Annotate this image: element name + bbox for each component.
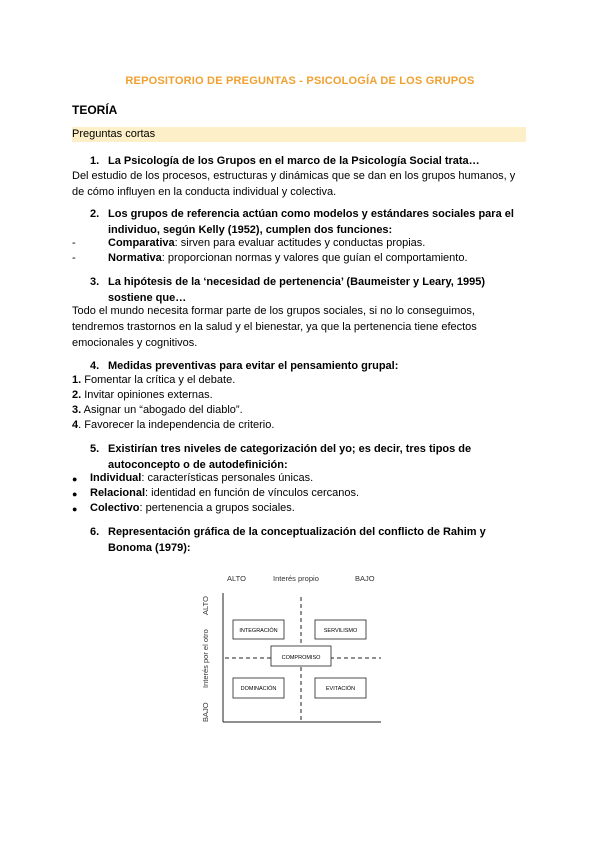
item-text: Fomentar la crítica y el debate. (81, 374, 236, 386)
bullet-icon: ● (72, 504, 78, 514)
item-term: Normativa (108, 252, 162, 264)
item-marker: 2. (72, 389, 82, 401)
item-text: Asignar un “abogado del diablo”. (81, 404, 243, 416)
answer-1: Del estudio de los procesos, estructuras y dinámicas que se dan en los grupos humanos, y de cómo influyen en la conducta individual y colectiva. (72, 170, 516, 198)
label-integracion: INTEGRACIÓN (239, 628, 278, 634)
subsection-highlight: Preguntas cortas (72, 127, 526, 142)
question-text: Representación gráfica de la conceptualización del conflicto de Rahim y Bonoma (1979): (108, 526, 486, 554)
label-dominacion: DOMINACIÓN (240, 686, 277, 692)
top-axis-bajo: BAJO (355, 574, 375, 583)
item-text: Invitar opiniones externas. (81, 389, 213, 401)
item-marker: 3. (72, 404, 82, 416)
item-term: Relacional (90, 487, 146, 499)
label-servilismo: SERVILISMO (323, 628, 358, 634)
section-heading: TEORÍA (72, 103, 118, 117)
item-term: Comparativa (108, 237, 175, 249)
question-number: 5. (90, 443, 100, 455)
question-number: 3. (90, 276, 100, 288)
item-text: . Favorecer la independencia de criterio. (78, 419, 275, 431)
item-desc: : identidad en función de vínculos cercanos. (145, 487, 360, 499)
label-evitacion: EVITACIÓN (325, 686, 356, 692)
item-desc: : características personales únicas. (141, 472, 314, 484)
question-text: Medidas preventivas para evitar el pensamiento grupal: (108, 360, 399, 372)
top-axis-alto: ALTO (227, 574, 246, 583)
top-axis-label: Interés propio (273, 574, 319, 583)
left-axis-alto: ALTO (201, 596, 210, 615)
question-number: 6. (90, 526, 100, 538)
question-text: La hipótesis de la ‘necesidad de pertenencia’ (Baumeister y Leary, 1995) sostiene que… (108, 276, 486, 304)
item-desc: : sirven para evaluar actitudes y conductas propias. (174, 237, 426, 249)
item-desc: : proporcionan normas y valores que guían el comportamiento. (161, 252, 468, 264)
item-marker: 4 (72, 419, 79, 431)
bullet-icon: ● (72, 474, 78, 484)
question-text: Los grupos de referencia actúan como modelos y estándares sociales para el individuo, según Kelly (1952), cumplen dos funciones: (108, 208, 514, 236)
question-text: La Psicología de los Grupos en el marco de la Psicología Social trata… (108, 155, 480, 167)
item-term: Individual (90, 472, 142, 484)
item-term: Colectivo (90, 502, 140, 514)
question-number: 4. (90, 360, 100, 372)
bullet-icon: ● (72, 489, 78, 499)
item-desc: : pertenencia a grupos sociales. (139, 502, 295, 514)
list-marker: - (72, 252, 76, 264)
question-number: 1. (90, 155, 100, 167)
list-marker: - (72, 237, 76, 249)
document-title: REPOSITORIO DE PREGUNTAS - PSICOLOGÍA DE LOS GRUPOS (125, 75, 475, 87)
item-marker: 1. (72, 374, 82, 386)
left-axis-bajo: BAJO (201, 702, 210, 722)
left-axis-label: Interés por el otro (201, 629, 210, 688)
question-text: Existirían tres niveles de categorización del yo; es decir, tres tipos de autoconcepto o de autodefinición: (108, 443, 472, 471)
label-compromiso: COMPROMISO (281, 655, 321, 661)
question-number: 2. (90, 208, 100, 220)
answer-3: Todo el mundo necesita formar parte de los grupos sociales, si no lo conseguimos, tendremos trastornos en la salud y el bienestar, ya que la pertenencia tiene efectos emocionales y cognitivos. (72, 305, 477, 349)
